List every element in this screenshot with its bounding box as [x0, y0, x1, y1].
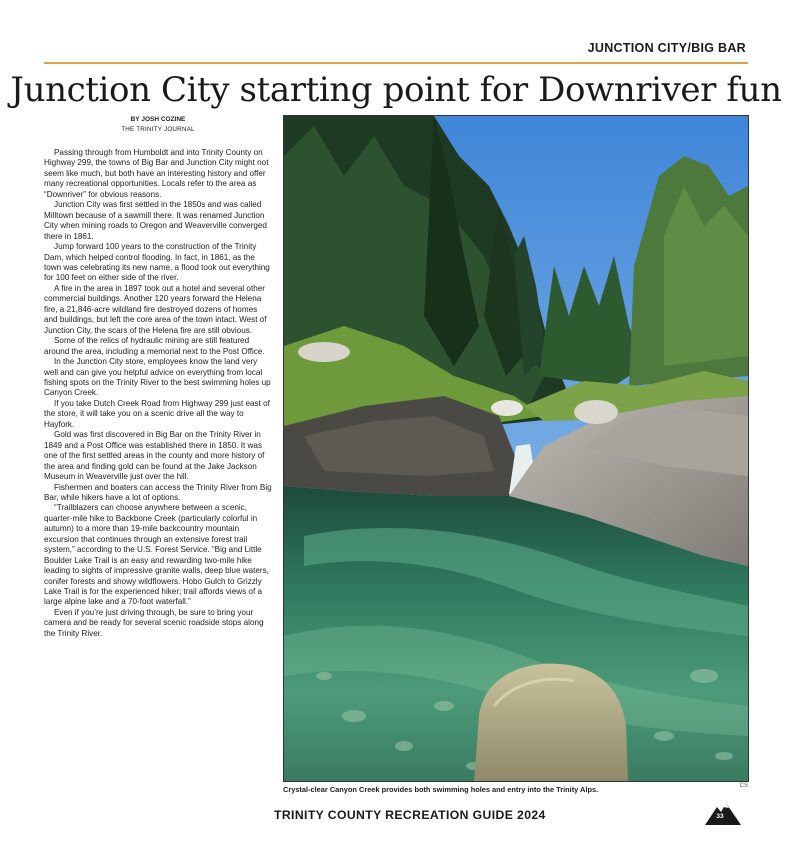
byline-organization: THE TRINITY JOURNAL	[121, 126, 195, 133]
article-paragraph: Some of the relics of hydraulic mining are still featured around the area, including a memorial next to the Post Office.	[44, 336, 265, 356]
article-paragraph: Junction City was first settled in the 1850s and was called Milltown because of a sawmill there. It was renamed Junction City when mining roads to Oregon and Weaverville converged there in 1861.	[44, 200, 267, 241]
article-paragraph: A fire in the area in 1897 took out a hotel and several other commercial buildings. Another 120 years forward the Helena fire, a 21,846-acre wildland fire destroyed dozens of homes and buildings, but left the core area of the town intact. West of Junction City, the scars of the Helena fire are still obvious.	[44, 283, 267, 335]
article-paragraph: Passing through from Humboldt and into Trinity County on Highway 299, the towns of Big Bar and Junction City might not seem like much, but both have an interesting history and offer many recreational opportunities. Locals refer to the area as “Downriver” for obvious reasons.	[44, 148, 269, 199]
article-paragraph: Fishermen and boaters can access the Trinity River from Big Bar, while hikers have a lot of options.	[44, 482, 272, 502]
photo-credit: CS	[739, 783, 748, 789]
headline: Junction City starting point for Downriver fun	[10, 70, 782, 110]
article-paragraph: In the Junction City store, employees know the land very well and can give you helpful advice on everything from local fishing spots on the Trinity River to the best swimming holes up Canyon Creek.	[44, 357, 271, 398]
publication-title: TRINITY COUNTY RECREATION GUIDE 2024	[274, 808, 546, 822]
article-paragraph: If you take Dutch Creek Road from Highway 299 just east of the store, it will take you on a scenic drive all the way to Hayfork.	[44, 398, 270, 429]
article-paragraph: Gold was first discovered in Big Bar on the Trinity River in 1849 and a Post Office was established there in 1850. It was one of the first settled areas in the county and more history of the area and finding gold can be found at the Jake Jackson Museum in Weaverville just over the hill.	[44, 430, 265, 482]
photo-caption: Crystal-clear Canyon Creek provides both swimming holes and entry into the Trinity Alps.	[283, 785, 599, 794]
article-paragraph: Even if you’re just driving through, be sure to bring your camera and be ready for several scenic roadside stops along the Trinity River.	[44, 607, 264, 638]
section-label: JUNCTION CITY/BIG BAR	[587, 41, 746, 55]
article-paragraph: Jump forward 100 years to the construction of the Trinity Dam, which helped control flooding. In fact, in 1861, as the town was celebrating its new name, a flood took out everything for 100 feet on either side of the river.	[44, 242, 270, 283]
article-paragraph: “Trailblazers can choose anywhere between a scenic, quarter-mile hike to Backbone Creek (particularly colorful in autumn) to a more than 19-mile backcountry mountain excursion that continues through an extensive forest trail system,” according to the U.S. Forest Service. “Big and Little Boulder Lake Trail is an easy and rewarding two-mile hike leading to sights of impressive granite walls, deep blue waters, conifer forests and showy wildflowers. Hobo Gulch to Grizzly Lake Trail is for the experienced hiker; trail affords views of a large alpine lake and a 70-foot waterfall.”	[44, 503, 269, 607]
byline-author: BY JOSH COZINE	[130, 116, 186, 123]
byline	[44, 116, 272, 133]
creek-photo	[283, 115, 749, 782]
accent-rule	[44, 62, 748, 64]
page-number: 33	[716, 813, 724, 820]
article-body	[44, 148, 272, 639]
